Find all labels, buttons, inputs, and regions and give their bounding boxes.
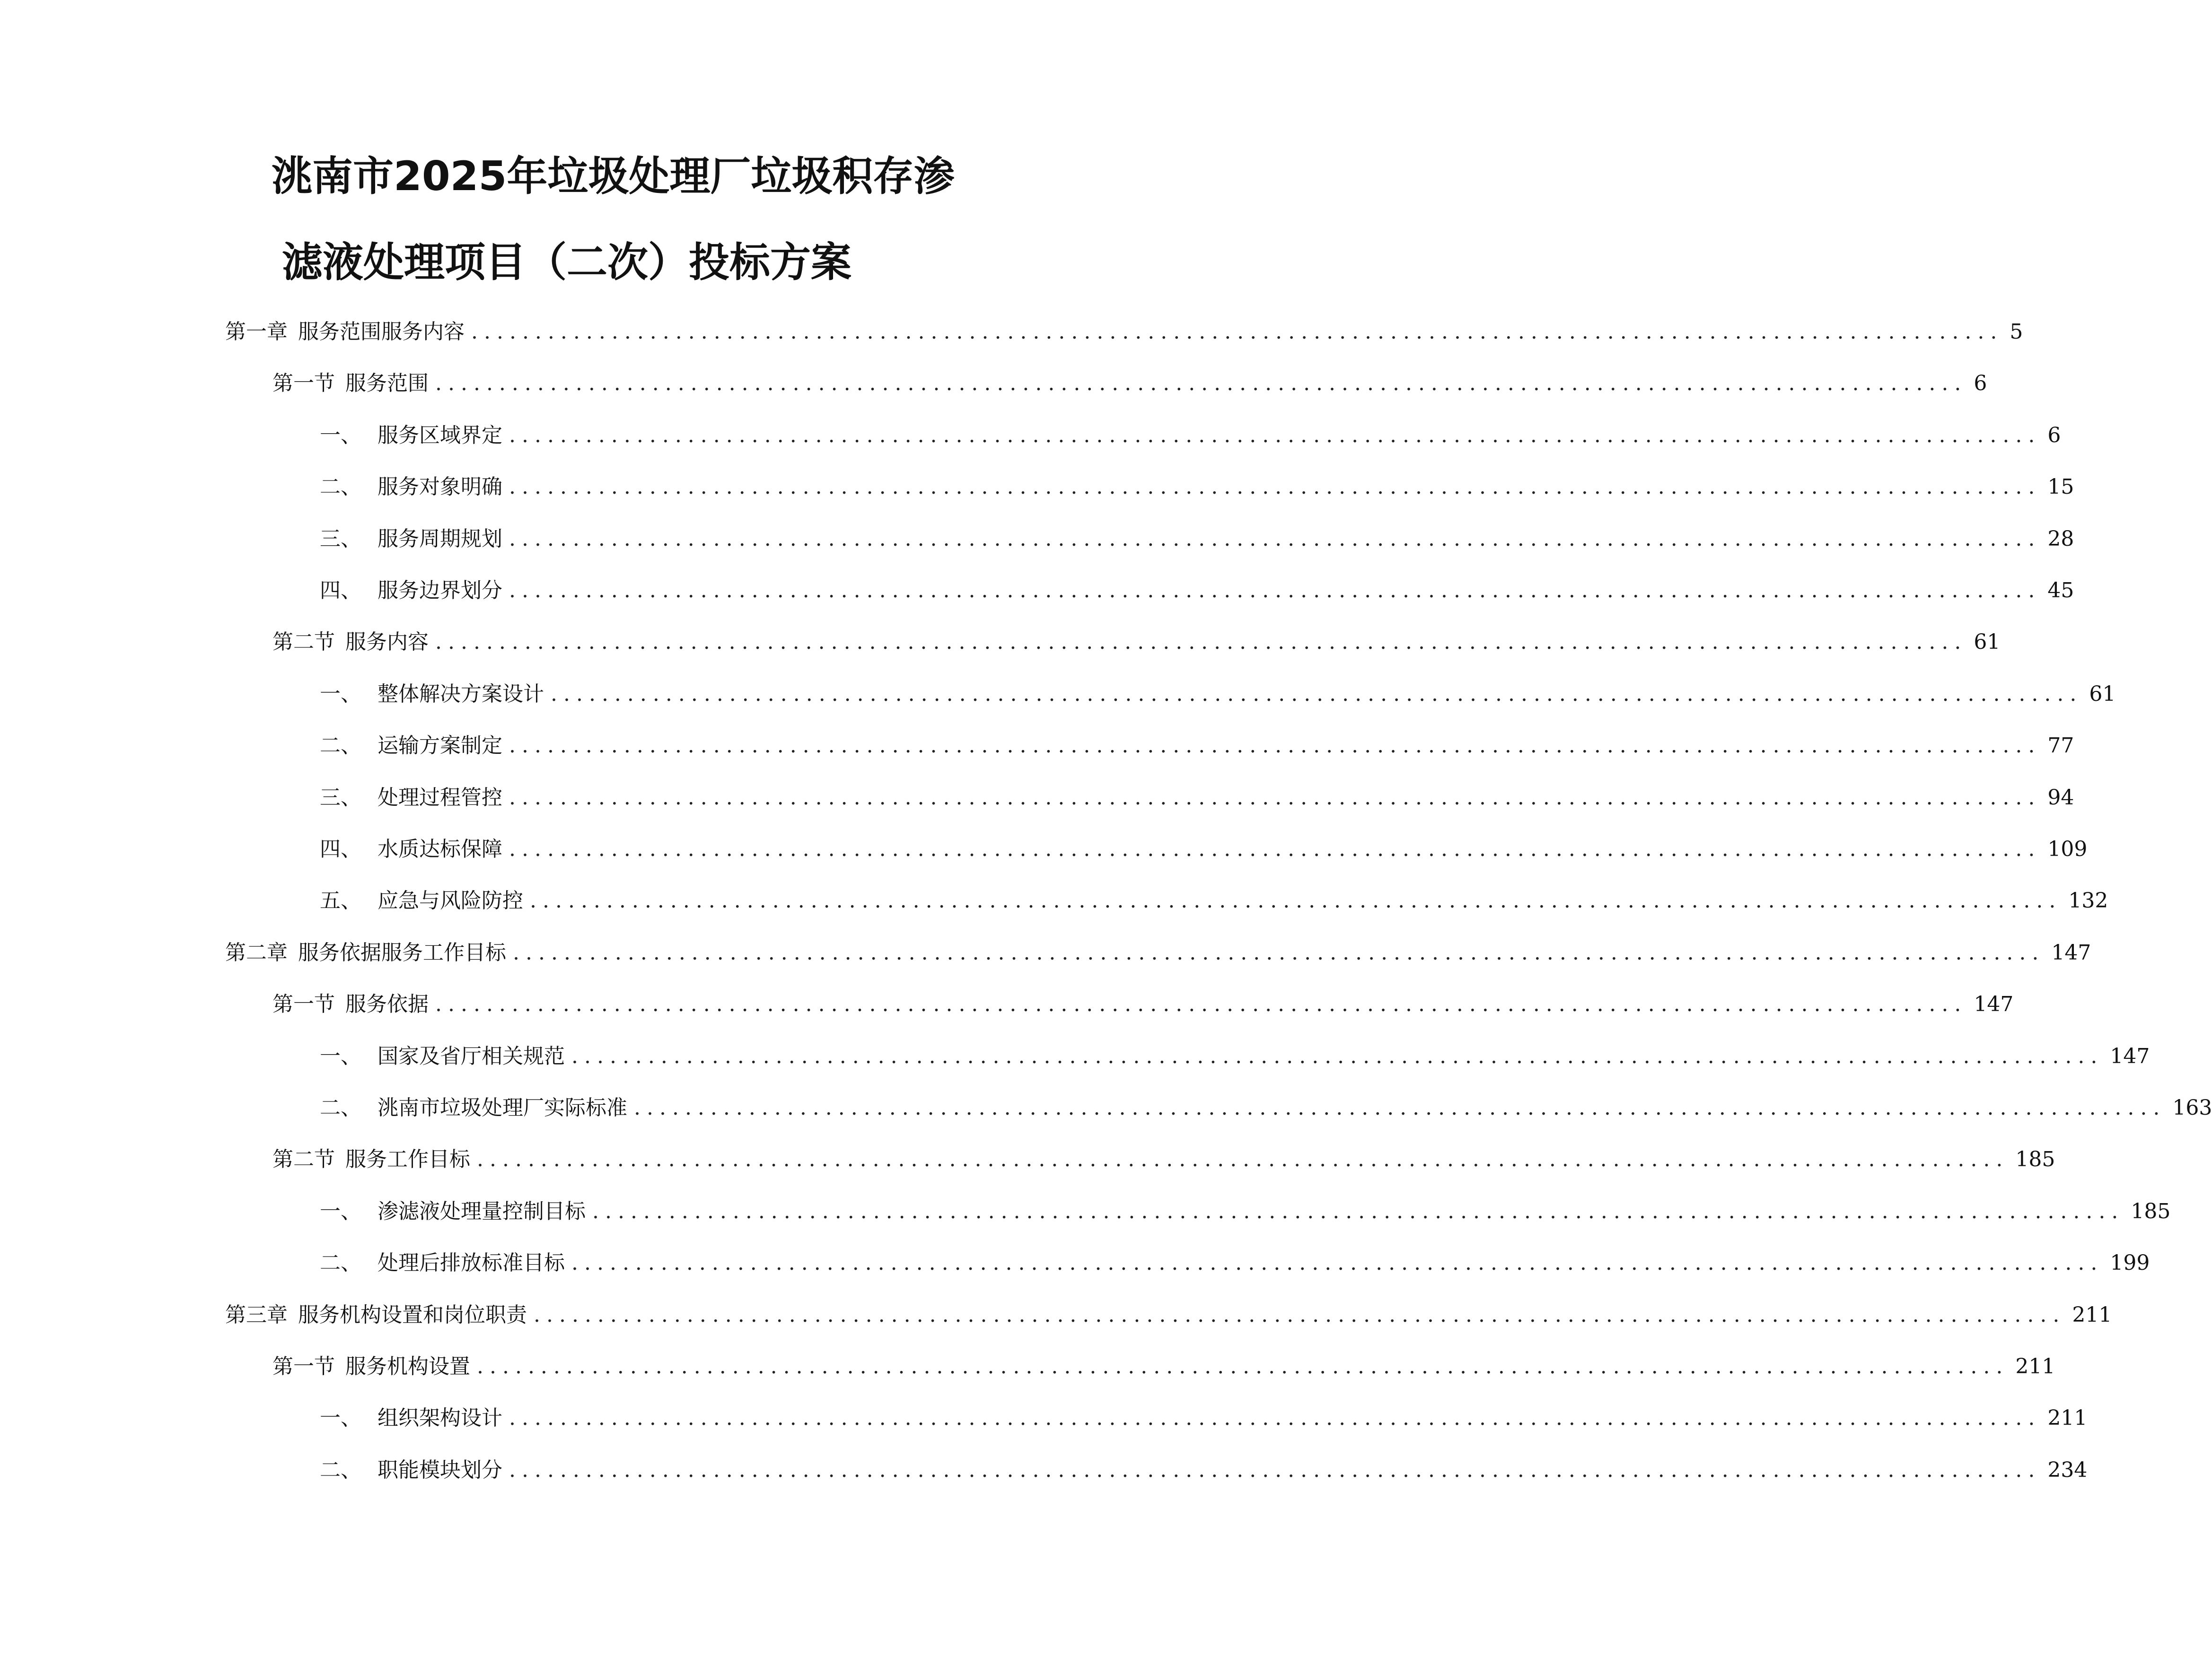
toc-entry-page-number: 211 xyxy=(2072,1302,2112,1327)
toc-entry[interactable] xyxy=(320,675,2116,713)
toc-dot-leader: ........................................................................................................................ xyxy=(551,681,2083,706)
toc-dot-leader: ........................................................................................................................ xyxy=(571,1251,2104,1275)
toc-entry[interactable] xyxy=(320,1038,2150,1075)
toc-entry[interactable] xyxy=(272,365,1987,402)
toc-dot-leader: ........................................................................................................................ xyxy=(477,1354,2009,1379)
toc-entry-title: 服务机构设置 xyxy=(345,1354,470,1379)
toc-entry[interactable] xyxy=(272,986,2014,1023)
toc-entry-page-number: 15 xyxy=(2047,475,2074,499)
toc-entry-title: 服务范围 xyxy=(345,371,429,396)
toc-dot-leader: ........................................................................................................................ xyxy=(509,1458,2041,1482)
toc-entry-title: 服务内容 xyxy=(345,630,429,655)
toc-entry-page-number: 147 xyxy=(2110,1044,2150,1068)
toc-entry[interactable] xyxy=(320,1399,2088,1437)
toc-entry-title: 服务范围服务内容 xyxy=(298,320,465,344)
toc-dot-leader: ........................................................................................................................ xyxy=(509,785,2041,810)
toc-entry-title: 处理后排放标准目标 xyxy=(377,1251,565,1275)
toc-entry-number: 一、 xyxy=(320,681,361,706)
toc-dot-leader: ........................................................................................................................ xyxy=(435,630,1967,655)
toc-dot-leader: ........................................................................................................................ xyxy=(435,371,1967,396)
toc-entry[interactable] xyxy=(320,572,2074,610)
toc-entry[interactable] xyxy=(320,520,2074,558)
toc-entry-number: 第二章 xyxy=(225,940,288,965)
toc-entry-page-number: 61 xyxy=(1974,630,2001,655)
toc-dot-leader: ........................................................................................................................ xyxy=(471,320,2003,344)
toc-dot-leader: ........................................................................................................................ xyxy=(509,526,2041,551)
toc-entry-page-number: 6 xyxy=(2047,423,2061,447)
toc-entry[interactable] xyxy=(320,1089,2212,1127)
toc-entry-title: 服务周期规划 xyxy=(377,526,502,551)
toc-entry-page-number: 132 xyxy=(2068,889,2108,913)
toc-entry-title: 处理过程管控 xyxy=(377,785,502,810)
toc-entry-number: 第一节 xyxy=(272,992,335,1017)
toc-entry-number: 二、 xyxy=(320,733,361,758)
toc-dot-leader: ........................................................................................................................ xyxy=(534,1302,2066,1327)
toc-entry-page-number: 77 xyxy=(2047,733,2074,758)
toc-dot-leader: ........................................................................................................................ xyxy=(477,1147,2009,1172)
toc-entry-page-number: 211 xyxy=(2047,1406,2088,1431)
toc-entry-number: 一、 xyxy=(320,1199,361,1223)
toc-entry[interactable] xyxy=(320,1244,2150,1282)
toc-entry-title: 服务机构设置和岗位职责 xyxy=(298,1302,527,1327)
toc-entry-number: 三、 xyxy=(320,526,361,551)
toc-entry-title: 国家及省厅相关规范 xyxy=(377,1044,565,1068)
toc-entry-page-number: 163 xyxy=(2172,1096,2212,1120)
toc-dot-leader: ........................................................................................................................ xyxy=(634,1096,2166,1120)
toc-entry-page-number: 28 xyxy=(2047,526,2074,551)
toc-dot-leader: ........................................................................................................................ xyxy=(509,837,2041,861)
toc-entry-number: 第三章 xyxy=(225,1302,288,1327)
toc-entry-number: 二、 xyxy=(320,1096,361,1120)
toc-entry-title: 服务依据服务工作目标 xyxy=(298,940,506,965)
toc-dot-leader: ........................................................................................................................ xyxy=(509,1406,2041,1431)
toc-entry-title: 服务区域界定 xyxy=(377,423,502,447)
toc-entry-number: 一、 xyxy=(320,1044,361,1068)
toc-entry-page-number: 185 xyxy=(2015,1147,2055,1172)
toc-entry-number: 五、 xyxy=(320,889,361,913)
document-title-line-2: 滤液处理项目（二次）投标方案 xyxy=(282,239,851,286)
toc-entry[interactable] xyxy=(320,830,2088,868)
toc-entry-title: 服务对象明确 xyxy=(377,475,502,499)
toc-entry[interactable] xyxy=(225,934,2091,972)
toc-entry-number: 四、 xyxy=(320,837,361,861)
toc-entry-page-number: 109 xyxy=(2047,837,2088,861)
toc-entry-page-number: 5 xyxy=(2010,320,2023,344)
toc-entry-number: 二、 xyxy=(320,1251,361,1275)
toc-entry-title: 运输方案制定 xyxy=(377,733,502,758)
toc-entry-number: 一、 xyxy=(320,1406,361,1431)
toc-dot-leader: ........................................................................................................................ xyxy=(435,992,1967,1017)
toc-entry-number: 一、 xyxy=(320,423,361,447)
toc-entry[interactable] xyxy=(320,468,2074,506)
toc-entry-number: 第一章 xyxy=(225,320,288,344)
toc-entry-number: 二、 xyxy=(320,1458,361,1482)
toc-entry-title: 渗滤液处理量控制目标 xyxy=(377,1199,586,1223)
toc-entry-title: 组织架构设计 xyxy=(377,1406,502,1431)
toc-entry[interactable] xyxy=(320,779,2074,817)
toc-entry-title: 服务依据 xyxy=(345,992,429,1017)
toc-entry-page-number: 234 xyxy=(2047,1458,2088,1482)
toc-entry-number: 四、 xyxy=(320,578,361,602)
toc-dot-leader: ........................................................................................................................ xyxy=(509,578,2041,602)
toc-entry-title: 水质达标保障 xyxy=(377,837,502,861)
toc-entry-number: 第二节 xyxy=(272,1147,335,1172)
toc-entry-page-number: 45 xyxy=(2047,578,2074,602)
toc-entry-page-number: 147 xyxy=(2051,940,2091,965)
toc-entry-title: 服务工作目标 xyxy=(345,1147,470,1172)
toc-entry-number: 第一节 xyxy=(272,1354,335,1379)
toc-entry-page-number: 185 xyxy=(2131,1199,2171,1223)
toc-entry-number: 第一节 xyxy=(272,371,335,396)
toc-dot-leader: ........................................................................................................................ xyxy=(571,1044,2104,1068)
toc-dot-leader: ........................................................................................................................ xyxy=(513,940,2045,965)
toc-entry[interactable] xyxy=(272,1141,2055,1179)
toc-entry[interactable] xyxy=(320,417,2061,454)
toc-entry[interactable] xyxy=(272,623,2001,661)
toc-entry-title: 整体解决方案设计 xyxy=(377,681,544,706)
toc-entry[interactable] xyxy=(320,727,2074,765)
toc-entry-title: 洮南市垃圾处理厂实际标准 xyxy=(377,1096,627,1120)
toc-entry[interactable] xyxy=(225,1296,2112,1334)
toc-entry-number: 第二节 xyxy=(272,630,335,655)
toc-entry-title: 应急与风险防控 xyxy=(377,889,523,913)
toc-entry[interactable] xyxy=(320,882,2108,920)
toc-entry[interactable] xyxy=(320,1193,2171,1231)
toc-entry[interactable] xyxy=(320,1451,2088,1489)
toc-entry[interactable] xyxy=(272,1348,2055,1386)
toc-entry[interactable] xyxy=(225,313,2023,351)
toc-entry-number: 三、 xyxy=(320,785,361,810)
toc-entry-number: 二、 xyxy=(320,475,361,499)
toc-dot-leader: ........................................................................................................................ xyxy=(530,889,2062,913)
toc-entry-page-number: 6 xyxy=(1974,371,1987,396)
toc-entry-page-number: 147 xyxy=(1974,992,2014,1017)
toc-dot-leader: ........................................................................................................................ xyxy=(509,423,2041,447)
toc-entry-title: 服务边界划分 xyxy=(377,578,502,602)
document-title-line-1: 洮南市2025年垃圾处理厂垃圾积存渗 xyxy=(272,153,955,200)
toc-dot-leader: ........................................................................................................................ xyxy=(592,1199,2124,1223)
toc-entry-title: 职能模块划分 xyxy=(377,1458,502,1482)
toc-dot-leader: ........................................................................................................................ xyxy=(509,733,2041,758)
toc-entry-page-number: 61 xyxy=(2089,681,2116,706)
toc-entry-page-number: 94 xyxy=(2047,785,2074,810)
toc-entry-page-number: 199 xyxy=(2110,1251,2150,1275)
toc-entry-page-number: 211 xyxy=(2015,1354,2055,1379)
toc-dot-leader: ........................................................................................................................ xyxy=(509,475,2041,499)
